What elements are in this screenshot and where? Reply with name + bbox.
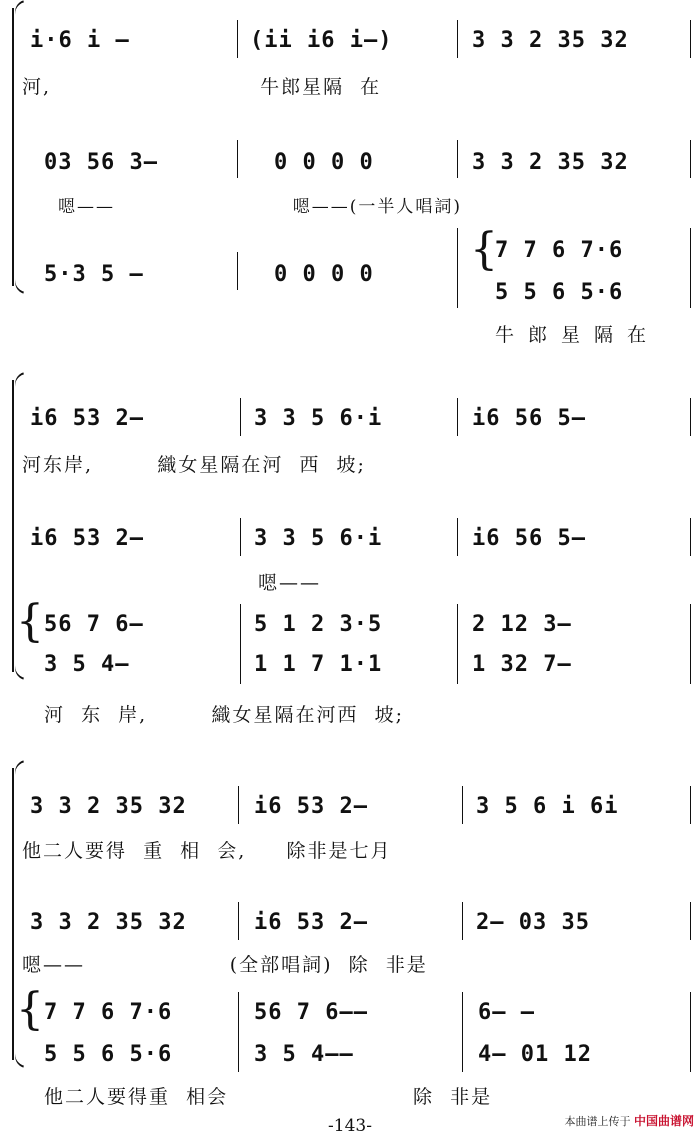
chord-brace: { xyxy=(16,984,44,1035)
barline xyxy=(690,140,691,178)
measure-2: i6 53 2— xyxy=(254,910,368,935)
measure-2-upper: 5 1 2 3·5 xyxy=(254,612,383,637)
barline xyxy=(690,398,691,436)
measure-3: i6 56 5— xyxy=(472,526,586,551)
measure-2: 3 3 5 6·i xyxy=(254,406,383,431)
barline xyxy=(237,252,238,290)
measure-1-upper: 7 7 6 7·6 xyxy=(44,1000,173,1025)
barline xyxy=(240,604,241,684)
measure-1-lower: 3 5 4— xyxy=(44,652,130,677)
measure-2: (ii i6 i—) xyxy=(250,28,393,53)
measure-3-upper: 7 7 6 7·6 xyxy=(495,238,624,263)
barline xyxy=(690,604,691,684)
measure-2: i6 53 2— xyxy=(254,794,368,819)
measure-1-lower: 5 5 6 5·6 xyxy=(44,1042,173,1067)
lyric-line: 嗯—— (全部唱詞) 除 非是 xyxy=(22,954,428,976)
watermark-brand: 中国曲谱网 xyxy=(633,1114,694,1128)
barline xyxy=(690,228,691,308)
measure-1: i·6 i — xyxy=(30,28,130,53)
barline xyxy=(237,140,238,178)
barline xyxy=(238,786,239,824)
barline xyxy=(462,992,463,1072)
system-bracket xyxy=(6,4,22,290)
measure-2-upper: 56 7 6—— xyxy=(254,1000,368,1025)
measure-3: 2— 03 35 xyxy=(476,910,590,935)
measure-1-upper: 56 7 6— xyxy=(44,612,144,637)
measure-2-lower: 1 1 7 1·1 xyxy=(254,652,383,677)
barline xyxy=(690,20,691,58)
watermark xyxy=(564,1112,694,1129)
lyric-line: 他二人要得重 相会 除 非是 xyxy=(44,1086,493,1108)
lyric-line: 河 东 岸, 織女星隔在河西 坡; xyxy=(44,704,404,726)
barline xyxy=(457,398,458,436)
barline xyxy=(690,518,691,556)
barline xyxy=(690,902,691,940)
measure-3-lower: 5 5 6 5·6 xyxy=(495,280,624,305)
measure-1: 5·3 5 — xyxy=(44,262,144,287)
barline xyxy=(462,786,463,824)
barline xyxy=(238,902,239,940)
page-number: -143- xyxy=(328,1116,372,1136)
measure-3: i6 56 5— xyxy=(472,406,586,431)
measure-1: i6 53 2— xyxy=(30,526,144,551)
lyric-line: 嗯—— 嗯——(一半人唱詞) xyxy=(58,197,462,217)
measure-3-lower: 1 32 7— xyxy=(472,652,572,677)
lyric-line: 他二人要得 重 相 会, 除非是七月 xyxy=(22,840,392,862)
barline xyxy=(457,140,458,178)
barline xyxy=(240,398,241,436)
chord-brace: { xyxy=(16,596,44,647)
measure-2: 0 0 0 0 xyxy=(274,262,374,287)
watermark-prefix: 本曲谱上传于 xyxy=(564,1115,631,1128)
barline xyxy=(690,786,691,824)
barline xyxy=(240,518,241,556)
measure-2: 0 0 0 0 xyxy=(274,150,374,175)
measure-1: i6 53 2— xyxy=(30,406,144,431)
measure-1: 03 56 3— xyxy=(44,150,158,175)
measure-3-lower: 4— 01 12 xyxy=(478,1042,592,1067)
barline xyxy=(237,20,238,58)
barline xyxy=(457,20,458,58)
barline xyxy=(690,992,691,1072)
measure-1: 3 3 2 35 32 xyxy=(30,910,187,935)
lyric-line: 河, 牛郎星隔 在 xyxy=(22,76,382,98)
measure-1: 3 3 2 35 32 xyxy=(30,794,187,819)
measure-3-upper: 6— — xyxy=(478,1000,535,1025)
lyric-line: 牛郎星隔在 xyxy=(495,324,661,346)
chord-brace: { xyxy=(470,224,498,275)
measure-3: 3 3 2 35 32 xyxy=(472,28,629,53)
barline xyxy=(457,228,458,308)
measure-3: 3 3 2 35 32 xyxy=(472,150,629,175)
lyric-line: 嗯—— xyxy=(258,572,322,594)
measure-3-upper: 2 12 3— xyxy=(472,612,572,637)
barline xyxy=(238,992,239,1072)
barline xyxy=(462,902,463,940)
lyric-line: 河东岸, 織女星隔在河 西 坡; xyxy=(22,454,366,476)
barline xyxy=(457,604,458,684)
barline xyxy=(457,518,458,556)
measure-2: 3 3 5 6·i xyxy=(254,526,383,551)
measure-2-lower: 3 5 4—— xyxy=(254,1042,354,1067)
measure-3: 3 5 6 i 6i xyxy=(476,794,619,819)
